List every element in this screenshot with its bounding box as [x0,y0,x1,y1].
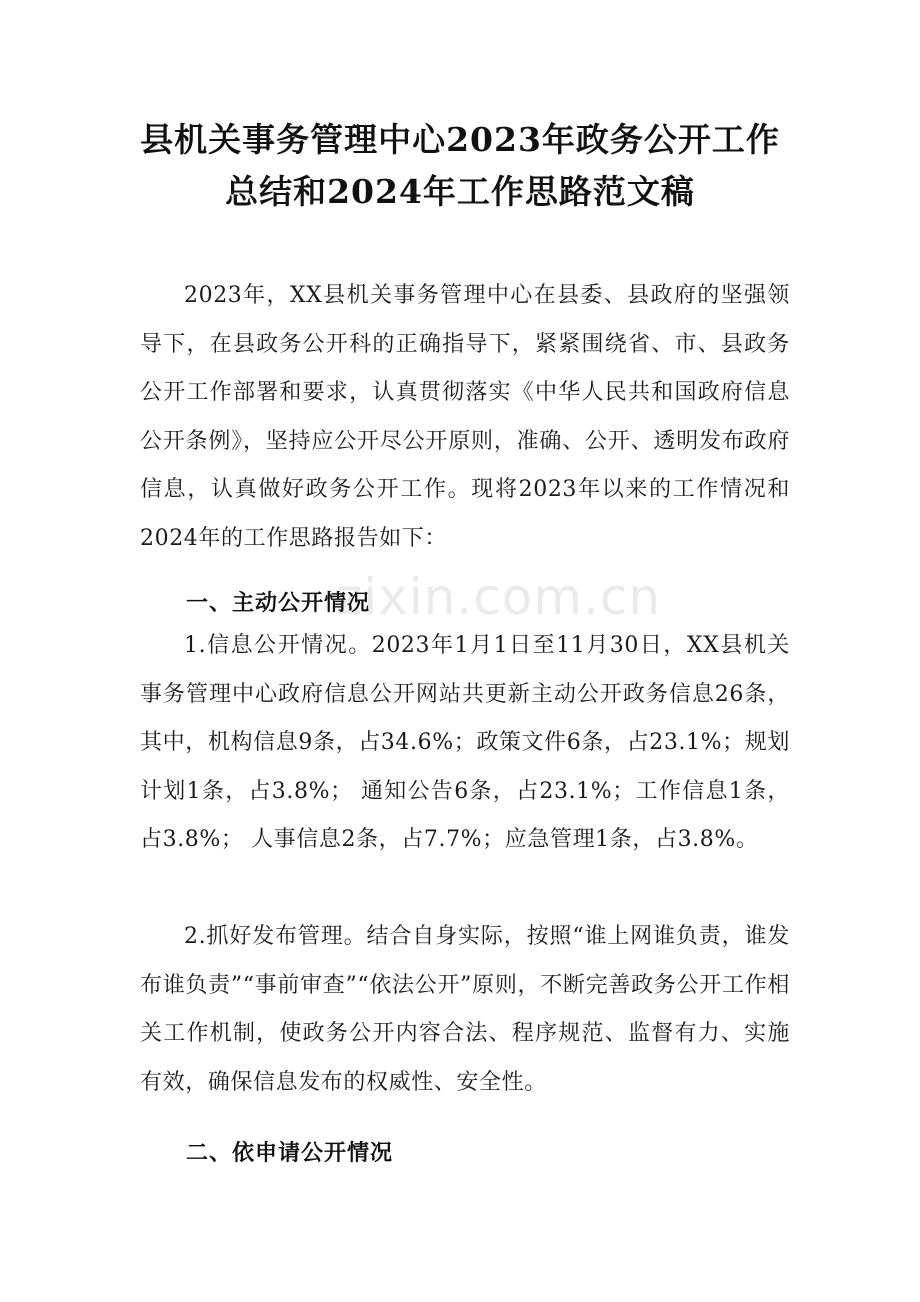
document-title-line1: 县机关事务管理中心2023年政务公开工作 [140,120,780,159]
section1-item2-block [140,913,790,1107]
section1-item2-paragraph: 2.抓好发布管理。结合自身实际，按照“谁上网谁负责，谁发布谁负责”“事前审查”“依法公开”原则，不断完善政务公开工作相关工作机制，使政务公开内容合法、程序规范、监督有力、实施有效，确保信息发布的权威性、安全性。 [140,924,790,1095]
section2-heading: 二、依申请公开情况 [186,1140,394,1166]
intro-block [140,272,790,563]
section1-heading: 一、主动公开情况 [186,590,371,616]
section1-item1-block [140,622,790,865]
section1-item1-paragraph: 1.信息公开情况。2023年1月1日至11月30日，XX县机关事务管理中心政府信息公开网站共更新主动公开政务信息26条，其中，机构信息9条，占34.6%；政策文件6条，占23.1%；规划计划1条，占3.8%； 通知公告6条，占23.1%；工作信息1条，占3.8%； 人事信息2条，占7.7%；应急管理1条，占3.8%。 [140,633,790,852]
document-title-line2: 总结和2024年工作思路范文稿 [225,172,695,211]
watermark-text: zixin.com.cn [336,568,662,626]
intro-paragraph: 2023年，XX县机关事务管理中心在县委、县政府的坚强领导下，在县政务公开科的正确指导下，紧紧围绕省、市、县政务公开工作部署和要求，认真贯彻落实《中华人民共和国政府信息公开条例》，坚持应公开尽公开原则，准确、公开、透明发布政府信息，认真做好政务公开工作。现将2023年以来的工作情况和2024年的工作思路报告如下： [140,283,790,551]
